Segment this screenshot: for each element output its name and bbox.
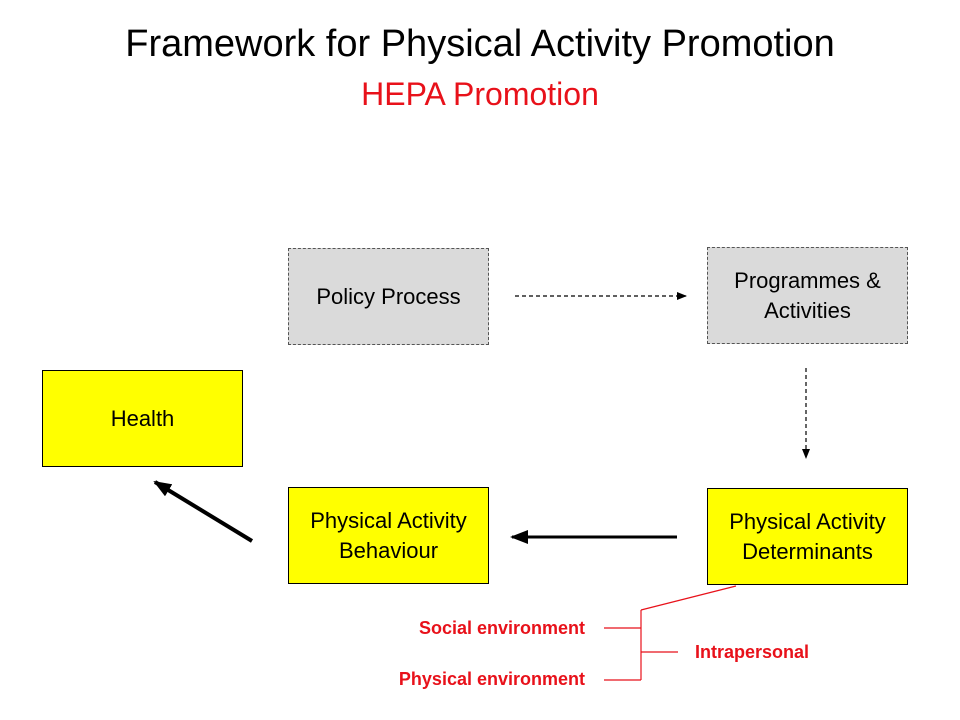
- behaviour-label-line-2: Behaviour: [338, 537, 439, 563]
- behaviour-label-line-1: Physical Activity: [310, 507, 467, 533]
- programmes-label-line-1: Programmes &: [734, 267, 881, 293]
- diagram-title: Framework for Physical Activity Promotion: [125, 23, 835, 65]
- physical-environment-label: Physical environment: [398, 669, 585, 689]
- determinant-types-bracket: [604, 586, 736, 680]
- determinants-box: [707, 488, 908, 585]
- behaviour-to-health-arrow: [155, 482, 252, 541]
- programmes-label-line-2: Activities: [764, 297, 851, 323]
- determinants-label-line-2: Determinants: [742, 538, 873, 564]
- policy-process-label: Policy Process: [316, 283, 461, 309]
- health-box: [42, 370, 243, 467]
- health-label: Health: [110, 405, 175, 431]
- social-environment-label: Social environment: [418, 618, 585, 638]
- policy-process-box: [288, 248, 489, 345]
- bracket-to-determinants-line: [641, 586, 736, 610]
- determinants-label-line-1: Physical Activity: [729, 508, 886, 534]
- behaviour-box: [288, 487, 489, 584]
- programmes-activities-box: [707, 247, 908, 344]
- intrapersonal-label: Intrapersonal: [695, 642, 810, 662]
- diagram-subtitle: HEPA Promotion: [361, 76, 599, 112]
